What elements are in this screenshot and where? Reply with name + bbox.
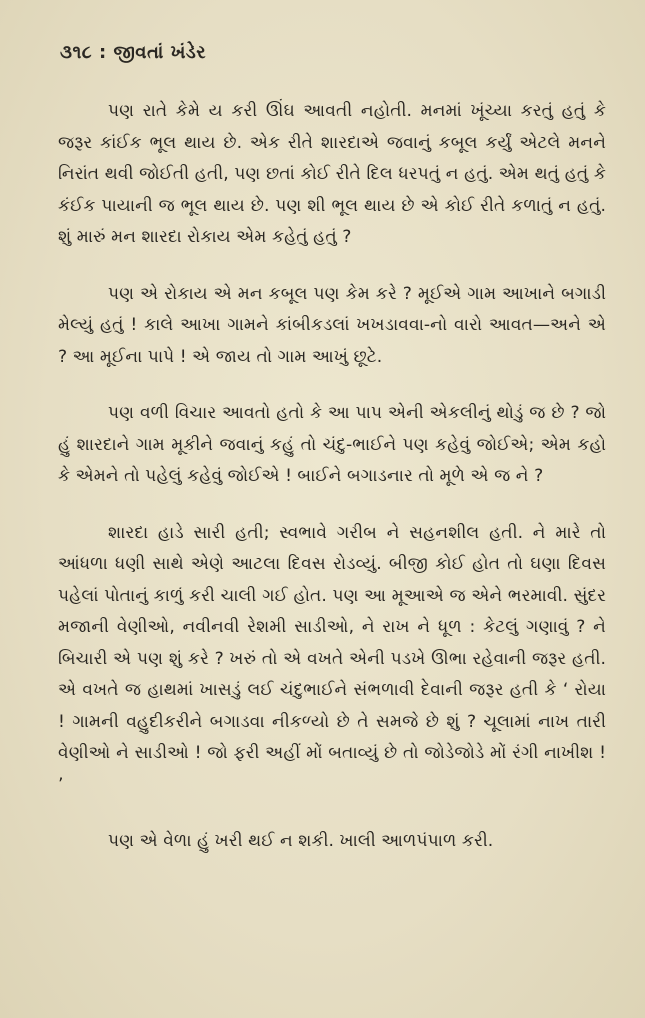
- paragraph-5: પણ એ વેળા હું ખરી થઈ ન શકી. ખાલી આળપંપાળ કરી.: [108, 831, 494, 851]
- paragraph-4: શારદા હાડે સારી હતી; સ્વભાવે ગરીબ ને સહનશીલ હતી. ને મારે તો આંધળા ધણી સાથે એણે આટલા દિવસ રોડવ્યું. બીજી કોઈ હોત તો ઘણા દિવસ પહેલાં પોતાનું કાળું કરી ચાલી ગઈ હોત. પણ આ મૂઆએ જ એને ભરમાવી. સુંદર મજાની વેણીઓ, નવીનવી રેશમી સાડીઓ, ને રાખ ને ધૂળ : કેટલું ગણાવું ? ને બિચારી એ પણ શું કરે ? ખરું તો એ વખતે એની પડખે ઊભા રહેવાની જરૂર હતી. એ વખતે જ હાથમાં ખાસડું લઈ ચંદુભાઈને સંભળાવી દેવાની જરૂર હતી કે ‘ રોયા ! ગામની વહુદીકરીને બગાડવા નીકળ્યો છે તે સમજે છે શું ? ચૂલામાં નાખ તારી વેણીઓ ને સાડીઓ ! જો ફરી અહીં મોં બતાવ્યું છે તો જોડેજોડે મોં રંગી નાખીશ ! ’: [58, 522, 606, 795]
- paragraph-1: પણ રાતે કેમે ય કરી ઊંઘ આવતી નહોતી. મનમાં ખૂંચ્યા કરતું હતું કે જરૂર કાંઈક ભૂલ થાય છે. એક રીતે શારદાએ જવાનું કબૂલ કર્યું એટલે મનને નિરાંત થવી જોઈતી હતી, પણ છતાં કોઈ રીતે દિલ ધરપતું ન હતું. એમ થતું હતું કે કંઈક પાયાની જ ભૂલ થાય છે. પણ શી ભૂલ થાય છે એ કોઈ રીતે કળાતું ન હતું. શું મારું મન શારદા રોકાય એમ કહેતું હતું ?: [58, 101, 606, 247]
- paragraph-3: પણ વળી વિચાર આવતો હતો કે આ પાપ એની એકલીનું થોડું જ છે ? જો હું શારદાને ગામ મૂકીને જવાનું કહું તો ચંદુ-ભાઈને પણ કહેવું જોઈએ; એમ કહો કે એમને તો પહેલું કહેવું જોઈએ ! બાઈને બગાડનાર તો મૂળે એ જ ને ?: [58, 403, 606, 486]
- paragraph-2: પણ એ રોકાય એ મન કબૂલ પણ કેમ કરે ? મૂઈએ ગામ આખાને બગાડી મેલ્યું હતું ! કાલે આખા ગામને કાંબીકડલાં ખખડાવવા-નો વારો આવત—અને એ ? આ મૂઈના પાપે ! એ જાય તો ગામ આખું છૂટે.: [58, 283, 606, 367]
- body-text: [58, 96, 606, 858]
- running-head: ૩૧૮ : જીવતાં ખંડેર: [60, 42, 207, 63]
